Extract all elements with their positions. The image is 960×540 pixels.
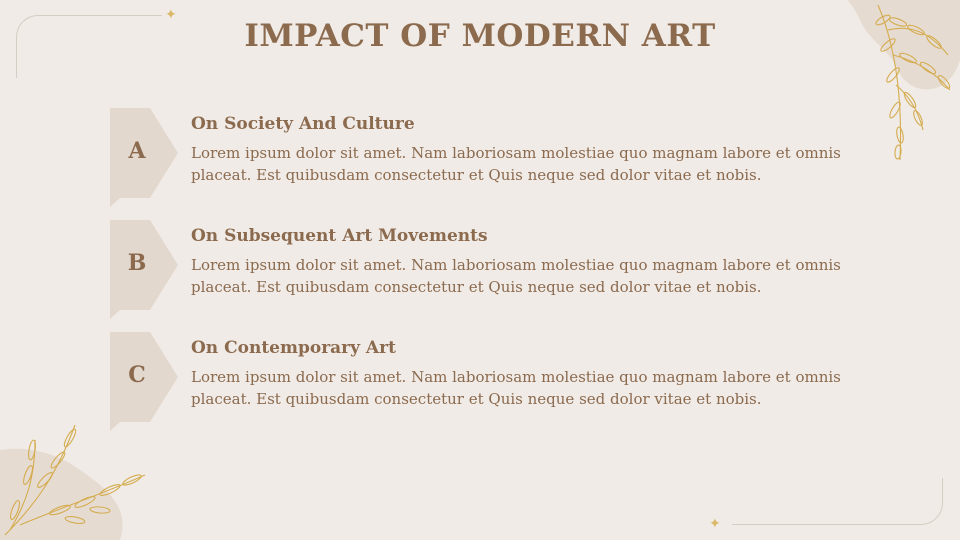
item-heading: On Contemporary Art [191, 338, 396, 358]
sparkle-icon: ✦ [709, 516, 721, 532]
list-item [110, 220, 870, 320]
list-item [110, 332, 870, 432]
sparkle-icon: ✦ [165, 7, 177, 23]
item-body: Lorem ipsum dolor sit amet. Nam laboriosam molestiae quo magnam labore et omnis placeat. Est quibusdam consectetur et Quis neque sed dolor vitae et nobis. [191, 368, 841, 408]
slide-title: IMPACT OF MODERN ART [244, 18, 716, 54]
badge-letter: C [128, 362, 146, 388]
item-heading: On Subsequent Art Movements [191, 226, 488, 246]
badge-letter: A [128, 138, 146, 164]
letter-badge [110, 108, 180, 208]
badge-letter: B [127, 250, 147, 276]
list-item [110, 108, 870, 208]
item-heading: On Society And Culture [191, 114, 415, 134]
item-body: Lorem ipsum dolor sit amet. Nam laboriosam molestiae quo magnam labore et omnis placeat. Est quibusdam consectetur et Quis neque sed dolor vitae et nobis. [191, 144, 841, 184]
letter-badge [110, 220, 180, 320]
item-body: Lorem ipsum dolor sit amet. Nam laboriosam molestiae quo magnam labore et omnis placeat. Est quibusdam consectetur et Quis neque sed dolor vitae et nobis. [191, 256, 841, 296]
frame-line-bottom-right [732, 478, 943, 525]
letter-badge [110, 332, 180, 432]
